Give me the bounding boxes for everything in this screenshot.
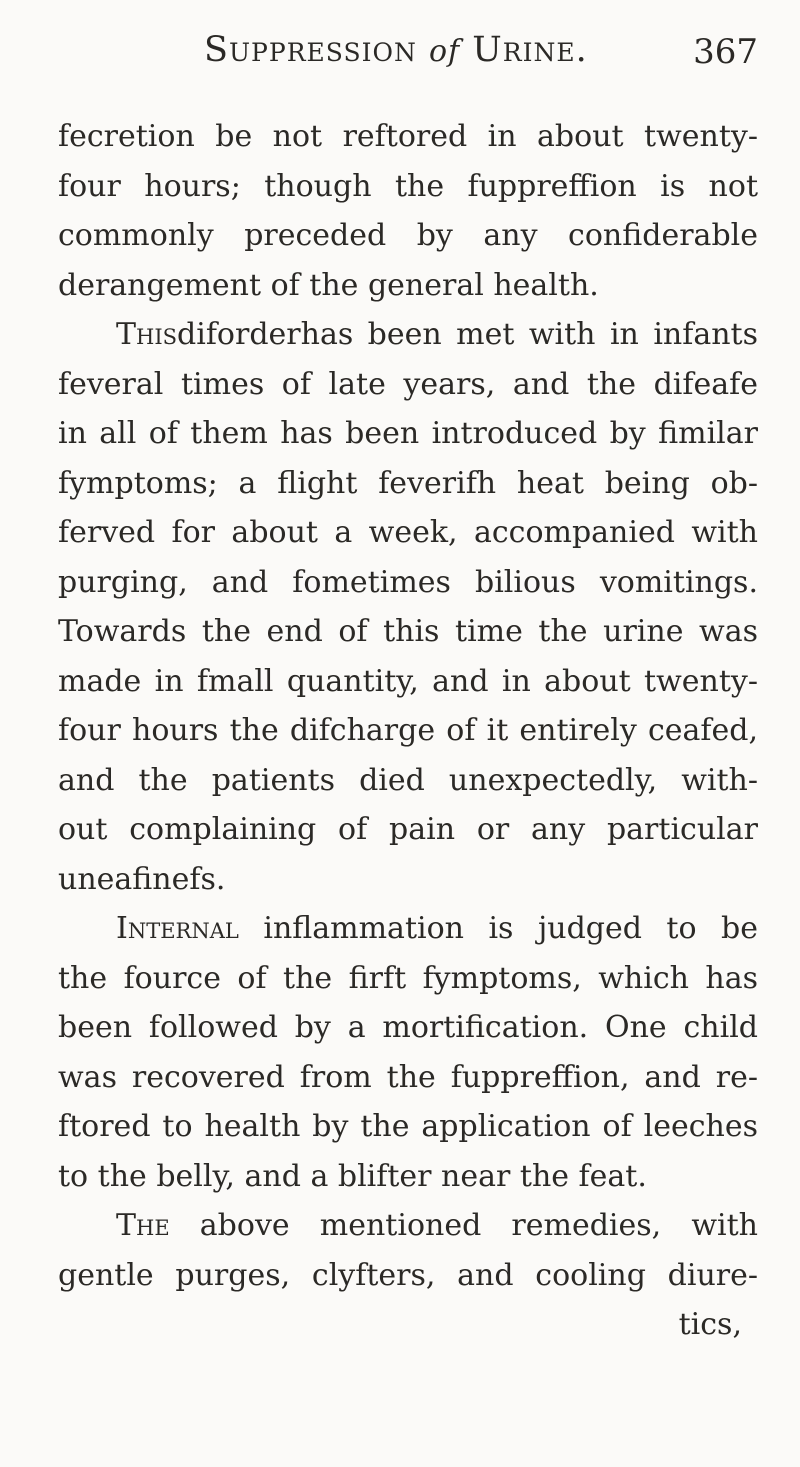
- text-line: uneafinefs.: [58, 861, 226, 897]
- text-line: ftored to health by the application of leeches: [58, 1109, 758, 1144]
- text-line: Towards the end of this time the urine was: [58, 614, 758, 649]
- text-line: was recovered from the fuppreffion, and re-: [58, 1059, 758, 1095]
- text-line: gentle purges, clyfters, and cooling diure-: [58, 1257, 758, 1293]
- text-line: derangement of the general health.: [58, 267, 599, 303]
- text-line: and the patients died unexpectedly, with-: [58, 762, 758, 798]
- text-line: ferved for about a week, accompanied with: [58, 515, 758, 550]
- title-of: of: [428, 34, 461, 69]
- text-line: feveral times of late years, and the difeafe: [58, 366, 758, 402]
- body-text: [58, 112, 758, 1350]
- page-number: 367: [693, 32, 758, 72]
- text-line: four hours; though the fuppreffion is not: [58, 168, 758, 204]
- paragraph-lead-word: This: [116, 317, 178, 352]
- text-line: commonly preceded by any confiderable: [58, 218, 758, 253]
- chapter-title: [204, 30, 588, 70]
- text-line: the fource of the firft fymptoms, which has: [58, 960, 758, 996]
- running-head: [58, 30, 758, 80]
- paragraph-lead-word: The: [116, 1208, 170, 1243]
- text-line: to the belly, and a blifter near the feat.: [58, 1158, 647, 1194]
- text-line: purging, and fometimes bilious vomitings.: [58, 564, 758, 600]
- catchword-line: tics,: [678, 1307, 742, 1342]
- paragraph-lead-word: Internal: [116, 911, 239, 946]
- title-part-2: Urine.: [460, 30, 588, 70]
- text-line: in all of them has been introduced by fimilar: [58, 416, 758, 451]
- text-line: out complaining of pain or any particular: [58, 812, 758, 847]
- text-line: fymptoms; a flight feverifh heat being ob-: [58, 465, 758, 501]
- text-line: made in fmall quantity, and in about twenty-: [58, 663, 758, 699]
- text-line: fecretion be not reftored in about twenty-: [58, 119, 758, 154]
- paragraph-start-line: Internal inflammation is judged to be: [116, 911, 758, 946]
- title-part-1: Suppression: [204, 30, 429, 70]
- text-line: four hours the difcharge of it entirely ceafed,: [58, 713, 758, 748]
- text-line: been followed by a mortification. One child: [58, 1010, 758, 1045]
- paragraph-start-line: The above mentioned remedies, with: [116, 1208, 758, 1243]
- paragraph-start-line: Thisdiforderhas been met with in infants: [116, 317, 758, 352]
